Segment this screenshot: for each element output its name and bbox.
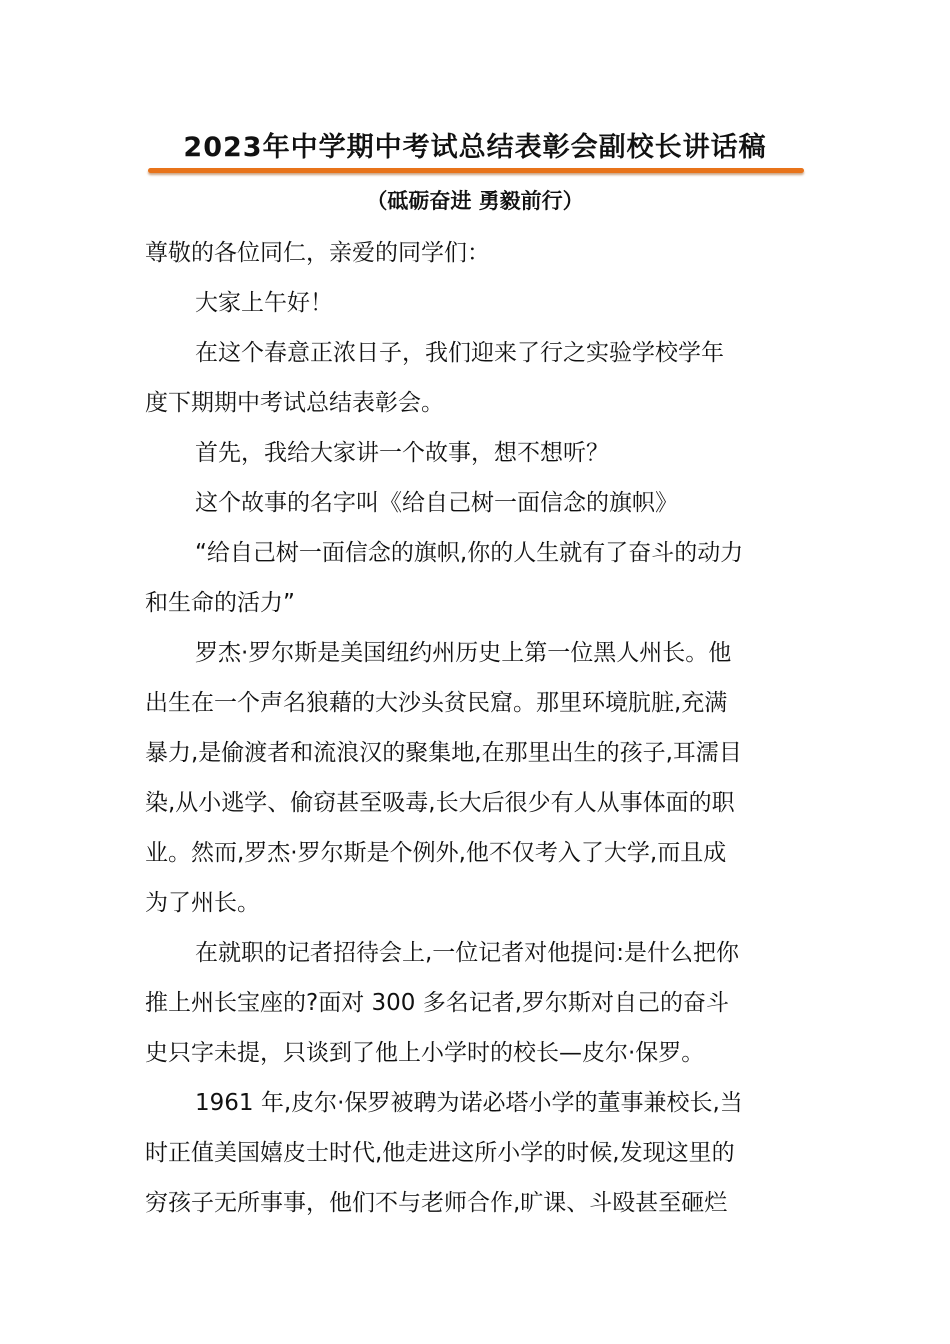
paragraph-line: 这个故事的名字叫《给自己树一面信念的旗帜》 bbox=[195, 490, 678, 516]
quote-line: “给自己树一面信念的旗帜,你的人生就有了奋斗的动力 bbox=[195, 540, 744, 566]
paragraph-line: 穷孩子无所事事，他们不与老师合作,旷课、斗殴甚至砸烂 bbox=[145, 1190, 728, 1216]
paragraph-line: 出生在一个声名狼藉的大沙头贫民窟。那里环境肮脏,充满 bbox=[145, 690, 728, 716]
paragraph-line: 大家上午好！ bbox=[195, 290, 333, 316]
paragraph-line: 时正值美国嬉皮士时代,他走进这所小学的时候,发现这里的 bbox=[145, 1140, 735, 1166]
salutation-line: 尊敬的各位同仁，亲爱的同学们： bbox=[145, 240, 490, 266]
paragraph-line: 1961 年,皮尔·保罗被聘为诺必塔小学的董事兼校长,当 bbox=[195, 1090, 743, 1116]
paragraph-line: 推上州长宝座的?面对 300 多名记者,罗尔斯对自己的奋斗 bbox=[145, 990, 730, 1016]
paragraph-line: 在这个春意正浓日子，我们迎来了行之实验学校学年 bbox=[195, 340, 724, 366]
paragraph-line: 史只字未提，只谈到了他上小学时的校长—皮尔·保罗。 bbox=[145, 1040, 705, 1066]
document-title: 2023年中学期中考试总结表彰会副校长讲话稿 bbox=[183, 132, 767, 163]
document-subtitle: （砥砺奋进 勇毅前行） bbox=[366, 189, 584, 213]
document-body bbox=[145, 228, 815, 1228]
paragraph-line: 在就职的记者招待会上,一位记者对他提问:是什么把你 bbox=[195, 940, 740, 966]
paragraph-line: 染,从小逃学、偷窃甚至吸毒,长大后很少有人从事体面的职 bbox=[145, 790, 735, 816]
quote-line: 和生命的活力” bbox=[145, 590, 295, 616]
title-underline bbox=[148, 168, 804, 173]
paragraph-line: 首先，我给大家讲一个故事，想不想听？ bbox=[195, 440, 609, 466]
paragraph-line: 业。然而,罗杰·罗尔斯是个例外,他不仅考入了大学,而且成 bbox=[145, 840, 727, 866]
paragraph-line: 罗杰·罗尔斯是美国纽约州历史上第一位黑人州长。他 bbox=[195, 640, 732, 666]
paragraph-line: 度下期期中考试总结表彰会。 bbox=[145, 390, 444, 416]
paragraph-line: 暴力,是偷渡者和流浪汉的聚集地,在那里出生的孩子,耳濡目 bbox=[145, 740, 742, 766]
paragraph-line: 为了州长。 bbox=[145, 890, 260, 916]
